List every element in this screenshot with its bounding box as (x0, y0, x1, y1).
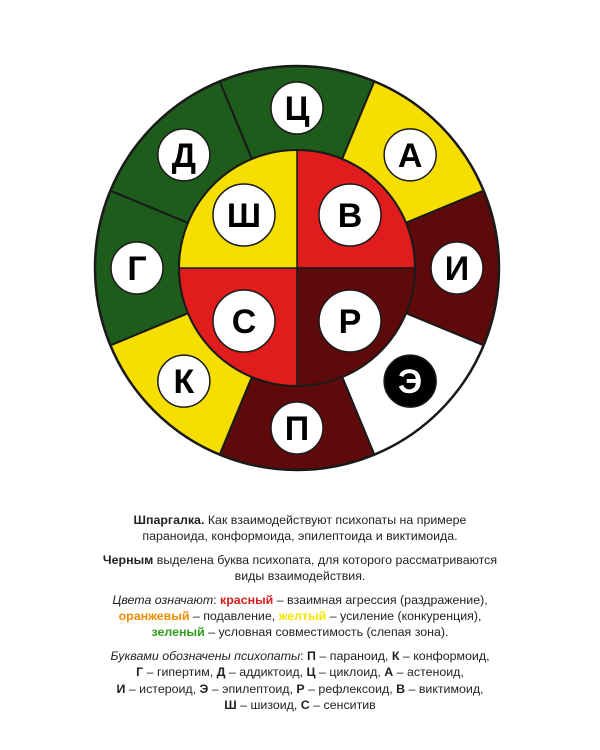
cheatsheet-label: Шпаргалка. (133, 513, 205, 527)
outer-letter: Г (127, 250, 147, 288)
color-orange-text: – подавление, (189, 609, 279, 624)
legend-letter: И (116, 681, 126, 696)
outer-letter: А (397, 136, 423, 175)
outer-letter: К (173, 363, 195, 402)
letters-intro: Буквами обозначены психопаты (110, 648, 301, 663)
inner-circle (179, 150, 415, 386)
colors-colon: : (213, 592, 221, 607)
legend-description: – истероид, (125, 681, 200, 696)
outer-letter: Э (398, 363, 423, 402)
black-label: Черным (102, 552, 154, 567)
legend-description: – гипертим, (143, 665, 217, 680)
outer-letter: Д (171, 136, 196, 175)
color-green-text: – условная совместимость (слепая зона). (204, 625, 449, 640)
caption-black-note (100, 552, 500, 585)
inner-letter: Ш (226, 197, 262, 235)
inner-letter: В (337, 197, 363, 235)
legend-letter: А (384, 665, 394, 680)
legend-letter: Г (136, 665, 144, 680)
legend-letter: К (391, 648, 400, 663)
color-red-label: красный (220, 592, 274, 607)
legend-letter: Ц (306, 665, 316, 680)
caption-colors-legend (100, 592, 500, 641)
color-orange-label: оранжевый (118, 609, 190, 624)
letters-colon: : (300, 648, 308, 663)
color-red-text: – взаимная агрессия (раздражение), (273, 592, 488, 607)
outer-letter: П (284, 410, 310, 448)
inner-letter: С (231, 303, 257, 341)
colors-intro: Цвета означают (112, 592, 214, 607)
inner-letter: Р (338, 303, 362, 341)
legend-letter: Э (199, 681, 209, 696)
legend-letter: С (300, 698, 310, 713)
legend-letter: В (396, 681, 406, 696)
outer-letter: Ц (284, 90, 310, 128)
legend-letter: Ш (224, 698, 237, 713)
outer-letter: И (444, 250, 470, 288)
legend-description: – астеноид, (393, 665, 464, 680)
legend-description: – виктимоид, (405, 681, 484, 696)
caption (100, 512, 500, 720)
legend-description: – эпилептоид, (208, 681, 297, 696)
legend-description: – рефлексоид, (304, 681, 397, 696)
legend-description: – параноид, (315, 648, 392, 663)
legend-description: – сенситив (309, 698, 376, 713)
legend-letter: Д (216, 665, 226, 680)
color-green-label: зеленый (151, 625, 205, 640)
legend-description: – конформоид, (399, 648, 490, 663)
cheatsheet-text: Как взаимодействуют психопаты на примере параноида, конформоида, эпилептоида и виктимоида. (142, 513, 467, 544)
color-yellow-text: – усиление (конкуренция), (326, 609, 482, 624)
color-yellow-label: желтый (278, 609, 327, 624)
legend-letter: Р (296, 681, 305, 696)
caption-intro (100, 512, 500, 545)
caption-letters-legend (100, 648, 500, 714)
black-note-text: выделена буква психопата, для которого рассматриваются виды взаимодействия. (153, 552, 498, 584)
legend-letter: П (307, 648, 316, 663)
legend-description: – аддиктоид, (225, 665, 307, 680)
legend-description: – шизоид, (236, 698, 301, 713)
legend-description: – циклоид, (315, 665, 385, 680)
